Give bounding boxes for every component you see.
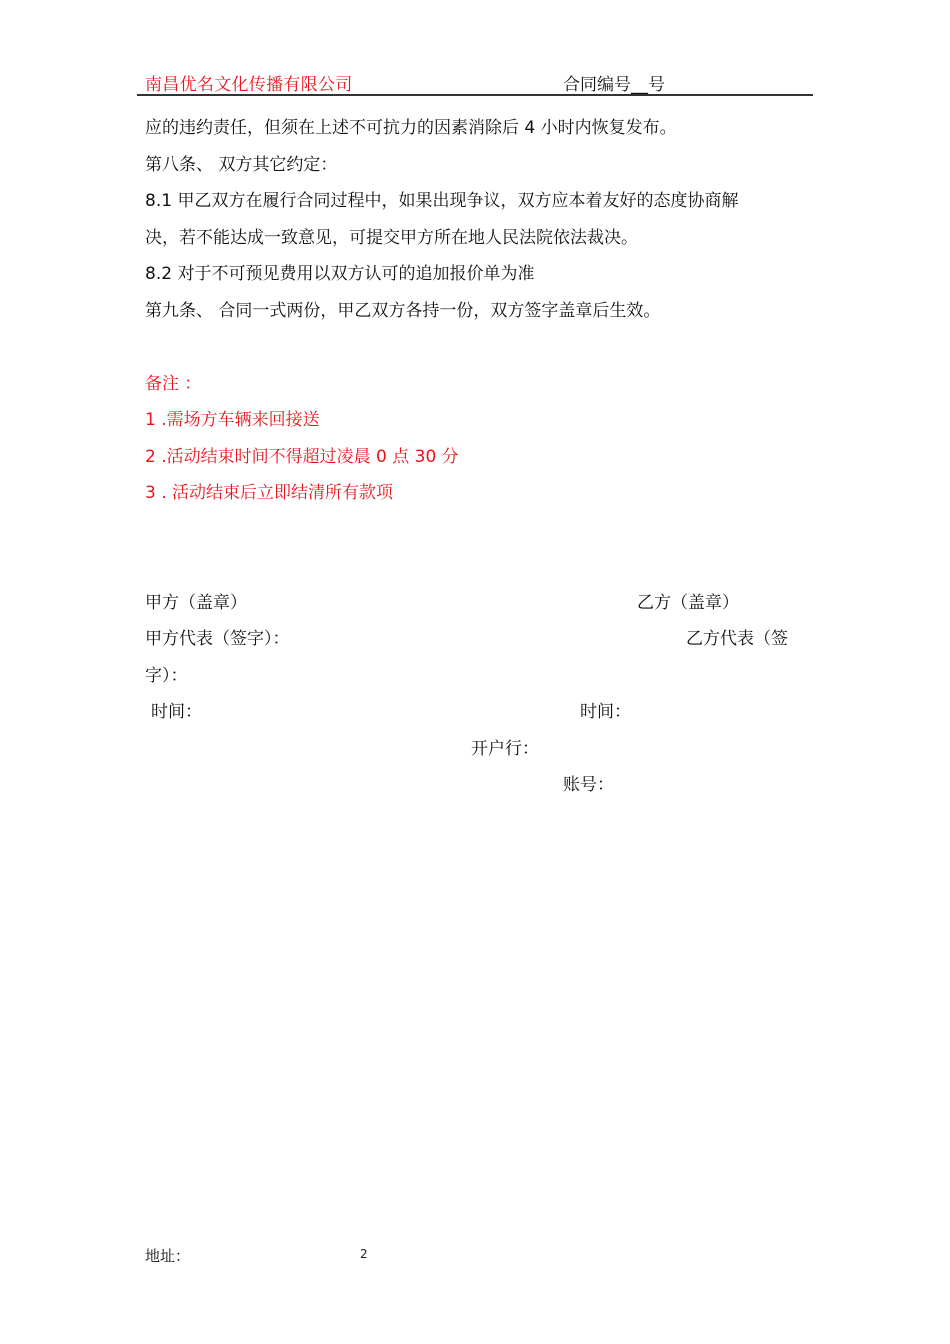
article-9: 第九条、 合同一式两份，甲乙双方各持一份，双方签字盖章后生效。 bbox=[145, 301, 661, 321]
party-b-representative-label-cont: 字）： bbox=[145, 666, 188, 686]
page-header bbox=[137, 66, 813, 96]
party-b-seal-label: 乙方（盖章） bbox=[637, 593, 739, 613]
clause-8-1-line-2: 决，若不能达成一致意见，可提交甲方所在地人民法院依法裁决。 bbox=[145, 228, 638, 248]
remarks-title: 备注 ： bbox=[145, 374, 202, 394]
company-name: 南昌优名文化传播有限公司 bbox=[145, 75, 353, 95]
clause-8-2: 8.2 对于不可预见费用以双方认可的追加报价单为准 bbox=[145, 264, 535, 284]
party-a-representative-label: 甲方代表（签字）： bbox=[145, 629, 290, 649]
remark-item-3: 3 . 活动结束后立即结清所有款项 bbox=[145, 483, 394, 503]
article-8-heading: 第八条、 双方其它约定： bbox=[145, 155, 338, 175]
paragraph-breach-liability: 应的违约责任，但须在上述不可抗力的因素消除后 4 小时内恢复发布。 bbox=[145, 118, 677, 138]
contract-number-label: 合同编号__号 bbox=[563, 75, 665, 95]
bank-label: 开户行： bbox=[471, 739, 539, 759]
party-a-seal-label: 甲方（盖章） bbox=[145, 593, 247, 613]
address-label: 地址： bbox=[145, 1247, 191, 1265]
remark-item-2: 2 .活动结束时间不得超过凌晨 0 点 30 分 bbox=[145, 447, 459, 467]
clause-8-1-line-1: 8.1 甲乙双方在履行合同过程中，如果出现争议，双方应本着友好的态度协商解 bbox=[145, 191, 739, 211]
party-a-time-label: 时间： bbox=[151, 702, 202, 722]
account-label: 账号： bbox=[563, 775, 614, 795]
page-number: 2 bbox=[360, 1247, 368, 1261]
remark-item-1: 1 .需场方车辆来回接送 bbox=[145, 410, 320, 430]
party-b-time-label: 时间： bbox=[580, 702, 631, 722]
party-b-representative-label: 乙方代表（签 bbox=[686, 629, 788, 649]
